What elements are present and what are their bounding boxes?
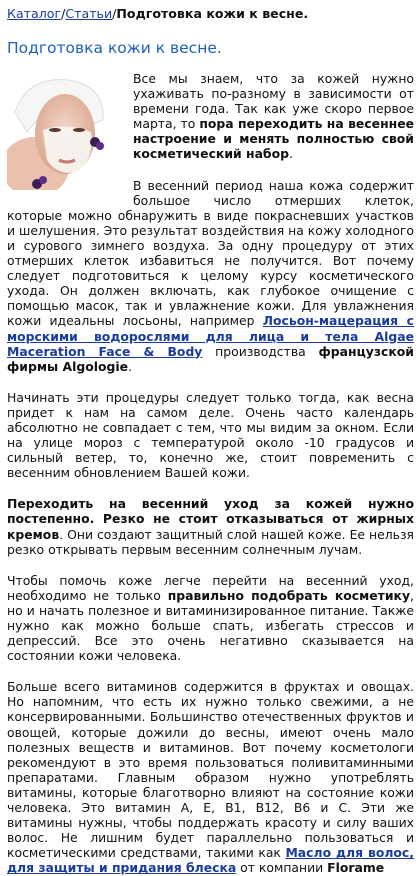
paragraph-bold-text: Переходить на весенний уход за кожей нужно постепенно. Резко не стоит отказываться от жирных кремов xyxy=(7,496,414,542)
breadcrumb xyxy=(7,6,414,21)
article-paragraph xyxy=(7,496,414,556)
article-paragraph xyxy=(7,573,414,664)
breadcrumb-catalog-link[interactable]: Каталог xyxy=(7,6,62,21)
breadcrumb-separator: / xyxy=(61,6,66,21)
paragraph-text: , но и начать полезное и витаминизированное питание. Также нужно как можно больше спать, избегать стрессов и депрессий. Все это очень негативно сказывается на состоянии кожи человека. xyxy=(7,587,414,664)
breadcrumb-articles-link[interactable]: Статьи xyxy=(65,6,113,21)
paragraph-bold-text: французской фирмы Algologie xyxy=(7,343,414,374)
article-paragraph: Начинать эти процедуры следует только тогда, как весна придет к нам на самом деле. Очень часто календарь абсолютно не совпадает с тем, что мы видим за окном. Если на улице мороз с температурой около -10 градусов и сильный ветер, то, конечно же, стоит повременить с весенним обновлением Вашей кожи. xyxy=(7,389,414,481)
paragraph-bold-text: пора переходить на весеннее настроение и менять полностью свой косметический набор xyxy=(133,116,414,162)
article-paragraph xyxy=(7,679,414,875)
paragraph-text: . xyxy=(128,358,132,374)
paragraph-text: . xyxy=(288,146,293,162)
paragraph-text: от компании xyxy=(236,860,328,876)
paragraph-text: В весенний период наша кожа содержит большое число отмерших клеток, которые можно обнаружить в виде покрасневших участков и шелушения. Это результат воздействия на кожу холодного и сурового зимнего воздуха. За одну процедуру от этих отмерших клеток избавиться не получится. Вот почему следует подготовиться к целому курсу косметического ухода. Он должен включать, как глубокое очищение с помощью масок, так и увлажнение кожи. Для увлажнения кожи идеальны лосьоны, например xyxy=(7,177,415,329)
paragraph-text: Все мы знаем, что за кожей нужно ухаживать по-разному в зависимости от времени года. Так как уже скоро первое марта, то xyxy=(133,71,414,132)
woman-face-mask-image xyxy=(7,72,125,190)
paragraph-bold-text: Florame xyxy=(327,860,385,876)
article-photo xyxy=(7,72,125,190)
paragraph-text: Чтобы помочь коже легче перейти на весенний уход, необходимо не только xyxy=(7,572,414,603)
paragraph-text: . Они создают защитный слой нашей коже. Ее нельзя резко открывать первым весенним солнечным лучам. xyxy=(7,526,414,557)
page-title: Подготовка кожи к весне. xyxy=(7,39,222,57)
article-paragraph xyxy=(7,178,414,374)
hair-oil-product-link[interactable]: Масло для волос, для защиты и придания блеска xyxy=(7,845,414,876)
paragraph-bold-text: правильно подобрать косметику xyxy=(167,587,411,603)
breadcrumb-current: Подготовка кожи к весне. xyxy=(116,6,309,21)
paragraph-text: производства xyxy=(202,343,319,359)
paragraph-text: Больше всего витаминов содержится в фруктах и овощах. Но напомним, что есть их нужно только свежими, а не консервированными. Большинство отечественных фруктов и овощей, которые дожили до весны, имеют очень мало полезных веществ и витаминов. Вот почему косметологи рекомендуют в это время пользоваться поливитаминными препаратами. Главным образом нужно употреблять витамины, которые благотворно влияют на состояние кожи человека. Это витамин А, Е, В1, В12, В6 и С. Эти же витамины нужны, чтобы поддержать красоту и силу ваших волос. Не лишним будет параллельно пользоваться и косметическими средствами, такими как xyxy=(7,679,414,861)
breadcrumb-separator: / xyxy=(112,6,117,21)
lotion-product-link[interactable]: Лосьон-мацерация с морскими водорослями для лица и тела Algae Maceration Face & Body xyxy=(7,313,414,359)
